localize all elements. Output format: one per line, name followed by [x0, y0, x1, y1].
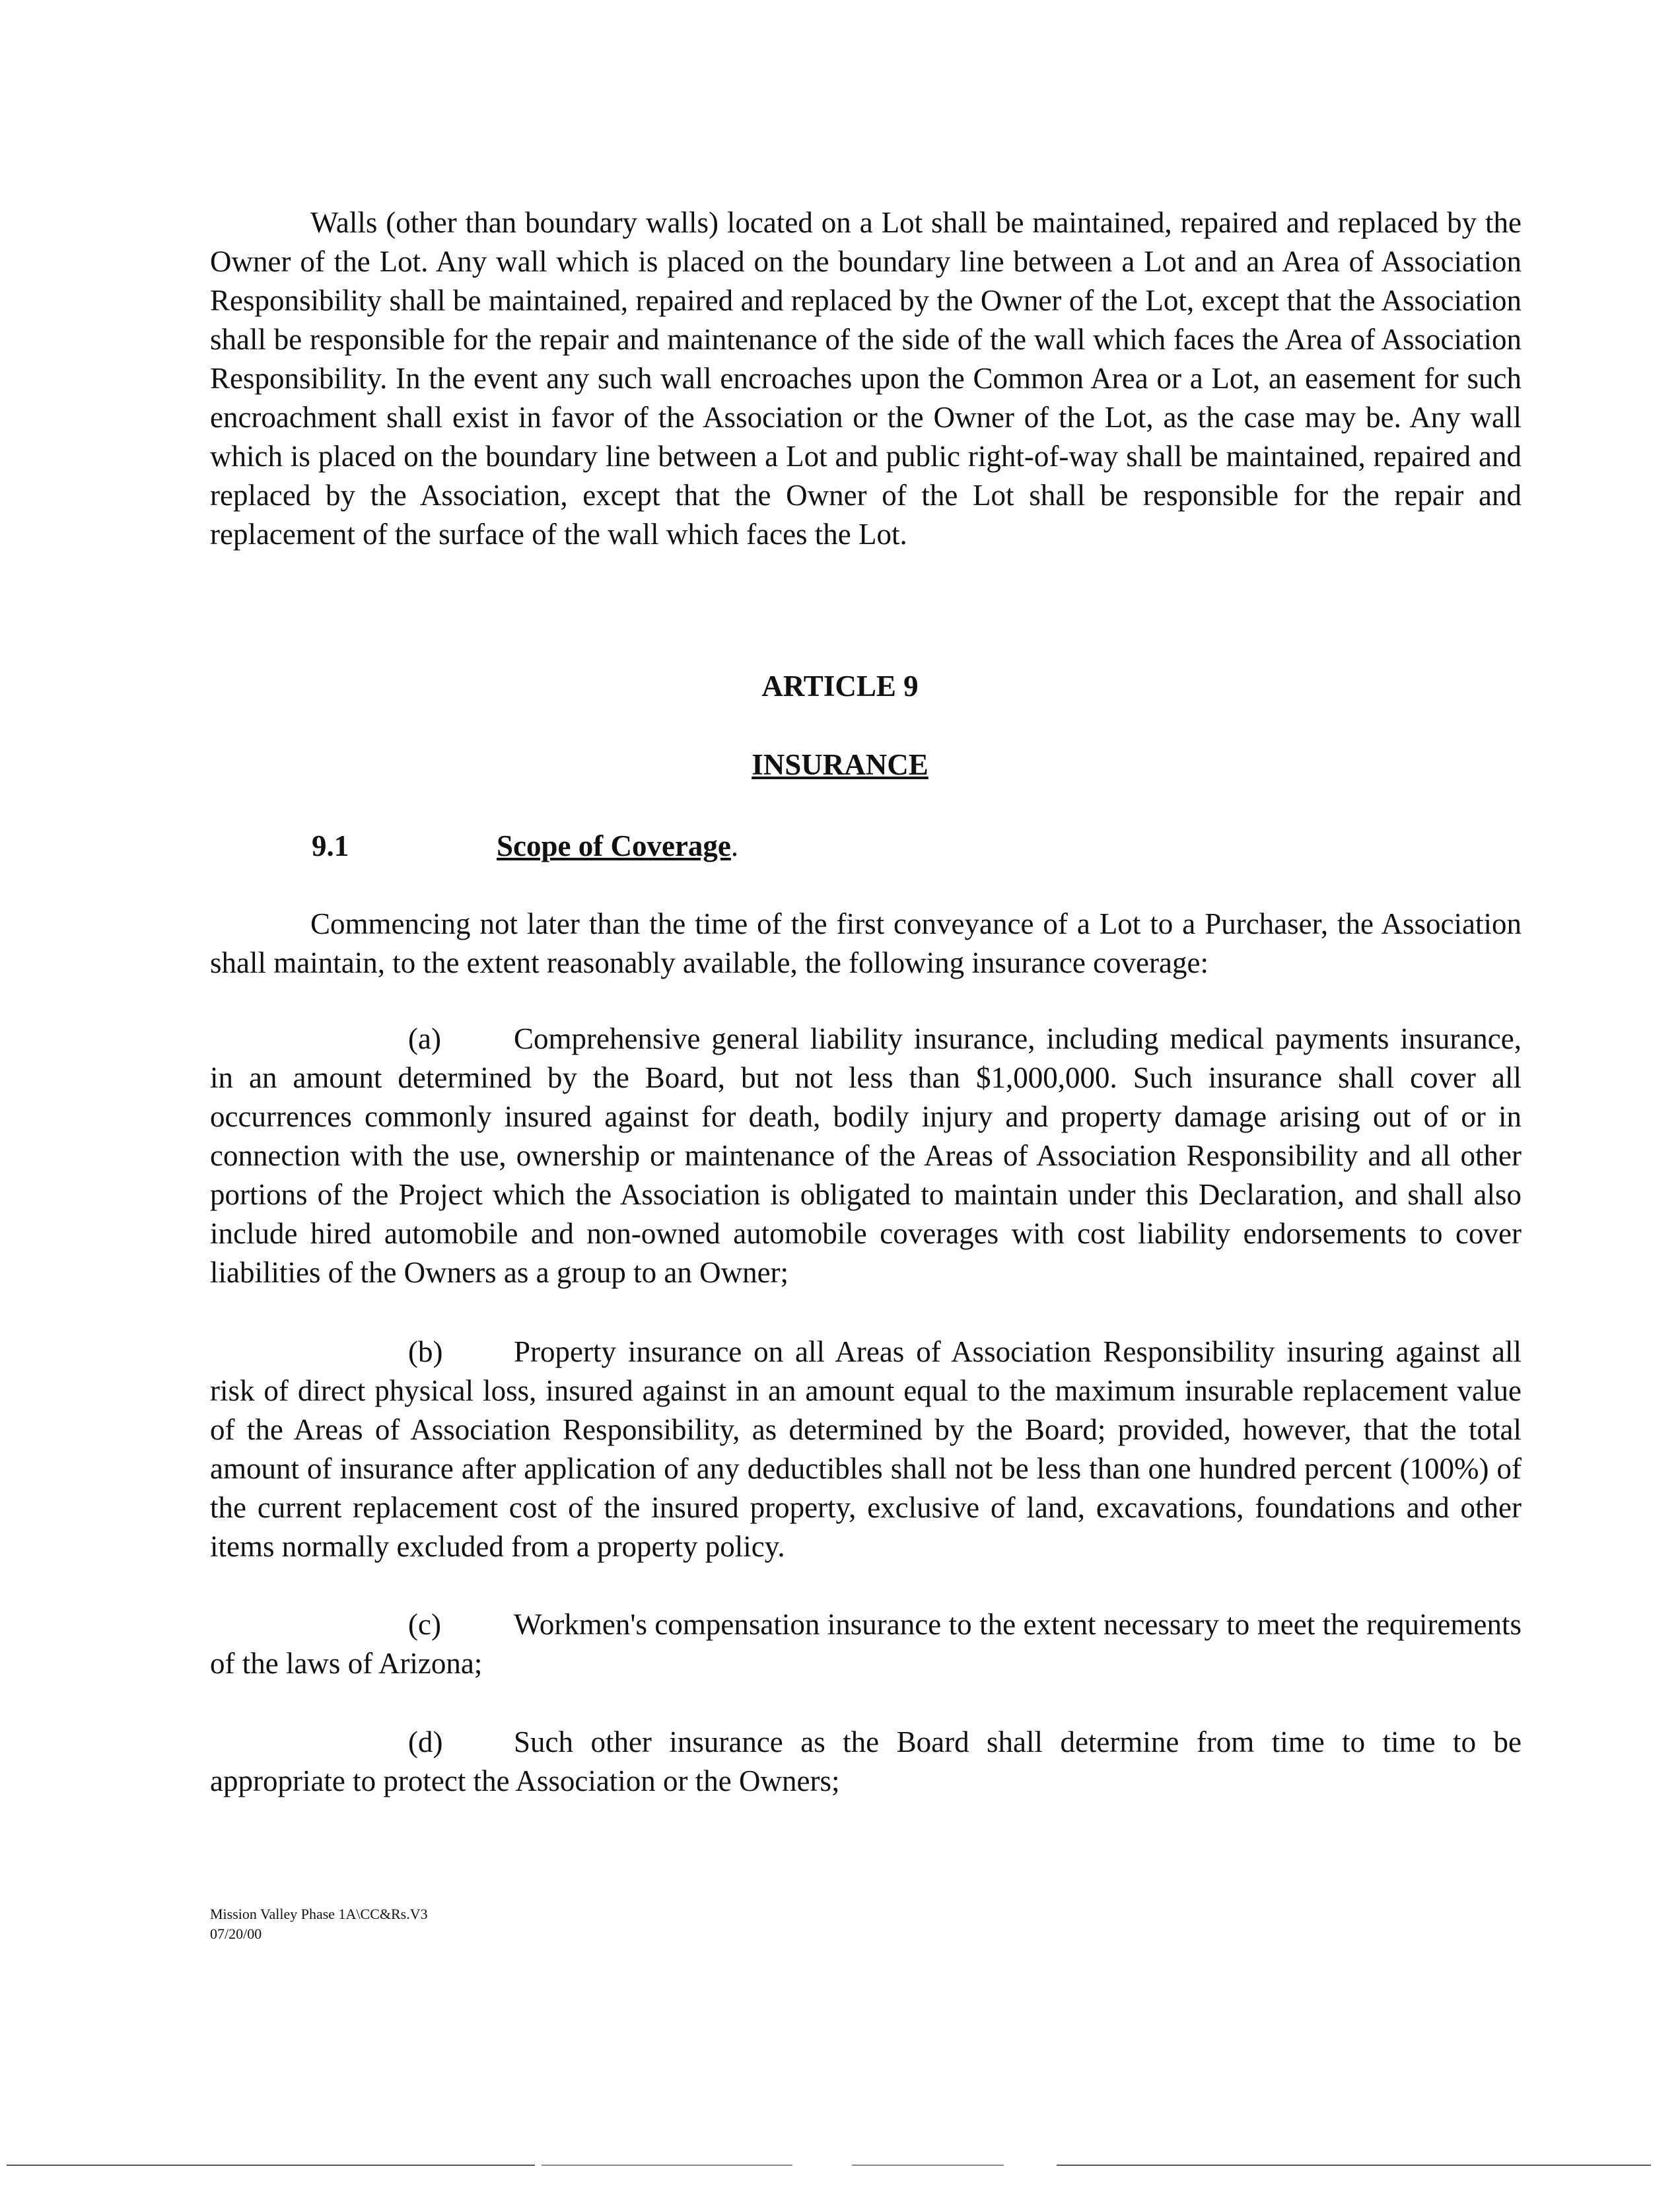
item-label: (d): [408, 1725, 443, 1758]
list-item: [210, 1333, 1522, 1566]
item-text: Comprehensive general liability insurance, including medical payments insurance, in an amount determined by the Board, but not less than $1,000,000. Such insurance shall cover all occurrences commonly insured against for death, bodily injury and property damage arising out of or in connection with the use, ownership or maintenance of the Areas of Association Responsibility and all other portions of the Project which the Association is obligated to maintain under this Declaration, and shall also include hired automobile and non-owned automobile coverages with cost liability endorsements to cover liabilities of the Owners as a group to an Owner;: [210, 1022, 1522, 1289]
section-title: Scope of Coverage: [497, 829, 731, 862]
item-text: Workmen's compensation insurance to the extent necessary to meet the requirements of the laws of Arizona;: [210, 1608, 1522, 1680]
section-title-wrap: [497, 827, 738, 866]
intro-paragraph: Commencing not later than the time of the first conveyance of a Lot to a Purchaser, the Association shall maintain, to the extent reasonably available, the following insurance coverage:: [210, 907, 1522, 979]
item-label: (a): [408, 1022, 441, 1055]
scan-edge-line: [852, 2165, 1004, 2166]
item-text: Such other insurance as the Board shall determine from time to time to be appropriate to protect the Association or the Owners;: [210, 1725, 1522, 1797]
article-name: INSURANCE: [752, 748, 928, 781]
list-item: [210, 1020, 1522, 1292]
item-label: (b): [408, 1335, 443, 1368]
scan-edge-line: [542, 2165, 792, 2166]
list-item: [210, 1605, 1522, 1683]
footer-doc-id: Mission Valley Phase 1A\CC&Rs.V3: [210, 1906, 428, 1922]
item-label: (c): [408, 1608, 441, 1641]
scan-edge-line: [7, 2165, 535, 2166]
item-text: Property insurance on all Areas of Association Responsibility insuring against all risk of direct physical loss, insured against in an amount equal to the maximum insurable replacement value of the Areas of Association Responsibility, as determined by the Board; provided, however, that the total amount of insurance after application of any deductibles shall not be less than one hundred percent (100%) of the current replacement cost of the insured property, exclusive of land, excavations, foundations and other items normally excluded from a property policy.: [210, 1335, 1522, 1563]
list-item: [210, 1723, 1522, 1801]
footer-date: 07/20/00: [210, 1926, 262, 1942]
page-footer: [210, 1904, 428, 1944]
article-title: ARTICLE 9: [761, 670, 919, 703]
walls-paragraph: Walls (other than boundary walls) located on a Lot shall be maintained, repaired and replaced by the Owner of the Lot. Any wall which is placed on the boundary line between a Lot and an Area of Association Responsibility shall be maintained, repaired and replaced by the Owner of the Lot, except that the Association shall be responsible for the repair and maintenance of the side of the wall which faces the Area of Association Responsibility. In the event any such wall encroaches upon the Common Area or a Lot, an easement for such encroachment shall exist in favor of the Association or the Owner of the Lot, as the case may be. Any wall which is placed on the boundary line between a Lot and public right-of-way shall be maintained, repaired and replaced by the Association, except that the Owner of the Lot shall be responsible for the repair and replacement of the surface of the wall which faces the Lot.: [210, 206, 1522, 551]
section-number: 9.1: [312, 829, 349, 862]
scan-edge-line: [1057, 2165, 1651, 2166]
section-title-period: .: [730, 829, 739, 862]
